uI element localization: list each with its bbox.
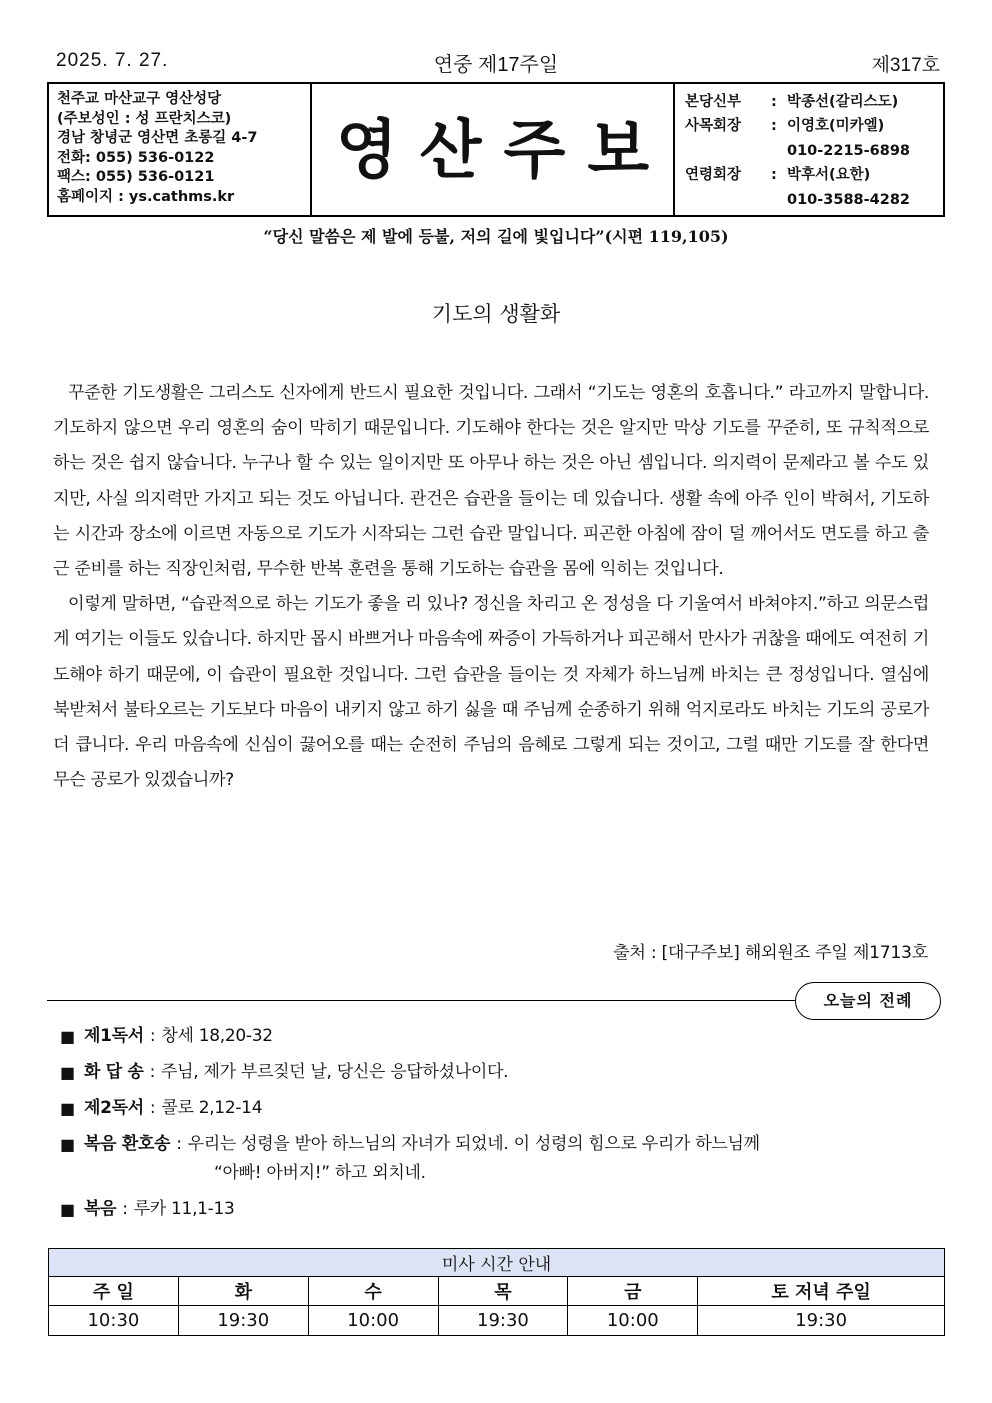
article-paragraph: 꾸준한 기도생활은 그리스도 신자에게 반드시 필요한 것입니다. 그래서 “기도는 영혼의 호흡니다.” 라고까지 말합니다. 기도하지 않으면 우리 영혼의 숨이 막히기 때문입니다. 기도해야 한다는 것은 알지만 막상 기도를 꾸준히, 또 규칙적으로 하는 것은 쉽지 않습니다. 누구나 할 수 있는 일이지만 또 아무나 하는 것은 아닌 셈입니다. 의지력이 문제라고 볼 수도 있지만, 사실 의지력만 가지고 되는 것도 아닙니다. 관건은 습관을 들이는 데 있습니다. 생활 속에 아주 인이 박혀서, 기도하는 시간과 장소에 이르면 자동으로 기도가 시작되는 그런 습관 말입니다. 피곤한 아침에 잠이 덜 깨어서도 면도를 하고 출근 준비를 하는 직장인처럼, 무수한 반복 훈련을 통해 기도하는 습관을 몸에 익히는 것입니다. — [53, 383, 929, 580]
mass-times-table — [48, 1248, 945, 1336]
reading-label: 제2독서 — [84, 1098, 144, 1118]
separator: : — [176, 1134, 182, 1154]
reading-label: 제1독서 — [84, 1026, 144, 1046]
council-label: 사목회장 — [685, 118, 742, 135]
parish-fax: 팩스: 055) 536-0121 — [57, 169, 215, 186]
issue-header-line — [52, 48, 940, 78]
article-body — [53, 376, 929, 798]
staff-info — [675, 84, 943, 215]
elders-name: 박후서(요한) — [787, 167, 871, 184]
square-bullet-icon: ■ — [60, 1135, 75, 1154]
reading-label: 복음 환호송 — [84, 1134, 171, 1154]
mass-time: 10:00 — [308, 1306, 438, 1336]
separator: : — [122, 1199, 128, 1219]
table-header-row — [49, 1277, 945, 1306]
separator: : — [149, 1098, 156, 1118]
masthead — [47, 82, 945, 217]
article-paragraph: 이렇게 말하면, “습관적으로 하는 기도가 좋을 리 있나? 정신을 차리고 온 정성을 다 기울여서 바쳐야지.”하고 의문스럽게 여기는 이들도 있습니다. 하지만 몹시 바쁘거나 마음속에 짜증이 가득하거나 피곤해서 만사가 귀찮을 때에도 여전히 기도해야 하기 때문에, 이 습관이 필요한 것입니다. 그런 습관을 들이는 것 자체가 하느님께 바치는 큰 정성입니다. 열심에 북받쳐서 불타오르는 기도보다 마음이 내키지 않고 하기 싫을 때 주님께 순종하기 위해 억지로라도 바치는 기도의 공로가 더 큽니다. 우리 마음속에 신심이 끓어오를 때는 순전히 주님의 음혜로 그렇게 되는 것이고, 그럴 때만 기도를 잘 한다면 무슨 공로가 있겠습니까? — [53, 594, 929, 791]
square-bullet-icon: ■ — [60, 1027, 75, 1046]
reading-value: 콜로 2,12-14 — [161, 1098, 263, 1118]
reading-value-continued: “아빠! 아버지!” 하고 외치네. — [214, 1163, 426, 1183]
parish-name: 천주교 마산교구 영산성당 — [57, 91, 222, 107]
table-row — [49, 1306, 945, 1336]
liturgical-week: 연중 제17주일 — [433, 54, 559, 76]
reading-value: 루카 11,1-13 — [133, 1199, 235, 1219]
reading-label: 복음 — [84, 1199, 117, 1219]
patron-saint: (주보성인 : 성 프란치스코) — [57, 110, 232, 127]
separator: : — [149, 1026, 156, 1046]
reading-gospel — [60, 1195, 940, 1224]
column-header: 토 저녁 주일 — [698, 1277, 945, 1306]
scripture-verse: “당신 말씀은 제 발에 등불, 저의 길에 빛입니다”(시편 119,105) — [263, 227, 729, 246]
mass-time: 19:30 — [438, 1306, 568, 1336]
parish-phone: 전화: 055) 536-0122 — [57, 149, 215, 166]
separator: : — [149, 1062, 156, 1082]
pastor-label: 본당신부 — [685, 94, 742, 110]
elders-phone: 010-3588-4282 — [787, 191, 911, 208]
elders-row — [685, 163, 943, 187]
section-divider — [47, 1000, 799, 1001]
pastor-name: 박종선(갈리스도) — [787, 94, 899, 110]
mass-time: 19:30 — [178, 1306, 308, 1336]
liturgy-section-badge: 오늘의 전례 — [795, 982, 941, 1020]
reading-psalm — [60, 1058, 940, 1087]
council-name: 이영호(미카엘) — [787, 118, 885, 135]
article-source: 출처 : [대구주보] 해외원조 주일 제1713호 — [613, 943, 928, 963]
issue-number: 제317호 — [871, 55, 940, 76]
square-bullet-icon: ■ — [60, 1200, 75, 1219]
mass-times-caption: 미사 시간 안내 — [49, 1249, 945, 1277]
bulletin-title-box — [312, 84, 675, 215]
column-header: 화 — [178, 1277, 308, 1306]
square-bullet-icon: ■ — [60, 1099, 75, 1118]
reading-value: 우리는 성령을 받아 하느님의 자녀가 되었네. 이 성령의 힘으로 우리가 하느님께 — [187, 1134, 760, 1154]
separator: : — [771, 118, 777, 135]
issue-date: 2025. 7. 27. — [56, 50, 169, 71]
council-phone: 010-2215-6898 — [787, 142, 911, 159]
reading-gospel-acclamation — [60, 1130, 940, 1159]
column-header: 목 — [438, 1277, 568, 1306]
reading-value: 주님, 제가 부르짖던 날, 당신은 응답하셨나이다. — [161, 1062, 509, 1082]
reading-value: 창세 18,20-32 — [161, 1026, 273, 1046]
parish-homepage[interactable]: 홈페이지 : ys.cathms.kr — [57, 188, 235, 205]
mass-time: 10:00 — [568, 1306, 698, 1336]
mass-time: 10:30 — [49, 1306, 179, 1336]
column-header: 수 — [308, 1277, 438, 1306]
reading-second — [60, 1094, 940, 1123]
pastor-row — [685, 90, 943, 114]
column-header: 주 일 — [49, 1277, 179, 1306]
council-row — [685, 114, 943, 138]
reading-label: 화 답 송 — [84, 1062, 144, 1082]
article-title: 기도의 생활화 — [431, 302, 561, 326]
reading-first — [60, 1022, 940, 1051]
elders-label: 연령회장 — [685, 167, 742, 184]
column-header: 금 — [568, 1277, 698, 1306]
parish-info — [49, 84, 312, 215]
bulletin-title: 영산주보 — [335, 112, 672, 188]
reading-gospel-acclamation-cont — [60, 1159, 940, 1188]
separator: : — [771, 94, 777, 110]
liturgy-readings — [60, 1022, 940, 1224]
square-bullet-icon: ■ — [60, 1063, 75, 1082]
parish-address: 경남 창녕군 영산면 초롱길 4-7 — [57, 130, 258, 147]
separator: : — [771, 167, 777, 184]
mass-time: 19:30 — [698, 1306, 945, 1336]
